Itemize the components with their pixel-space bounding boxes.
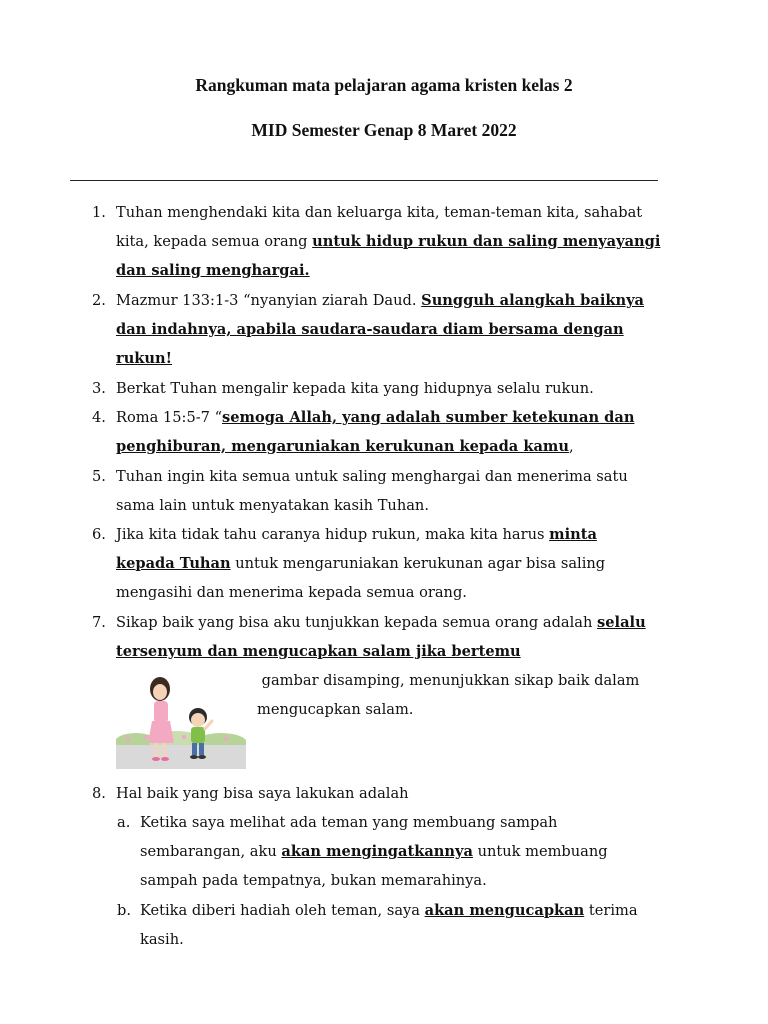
item-line: Berkat Tuhan mengalir kepada kita yang hidupnya selalu rukun. [116,380,594,397]
item-line: Tuhan menghendaki kita dan keluarga kita, teman-teman kita, sahabat [116,204,643,221]
emphasized-text: untuk hidup rukun dan saling menyayangi [312,233,661,250]
item-line [116,438,574,455]
item-line [140,843,608,860]
item-text: untuk mengaruniakan kerukunan agar bisa saling [230,555,606,572]
item-line [116,614,646,631]
item-line: sampah pada tempatnya, bukan memarahinya. [140,872,487,889]
list-number: 3. [92,380,106,397]
item-line: Tuhan ingin kita semua untuk saling menghargai dan menerima satu [116,468,628,485]
list-number: 6. [92,526,106,543]
sub-list-letter: a. [117,814,131,831]
emphasized-text: akan mengucapkan [424,902,585,919]
emphasized-text: Sungguh alangkah baiknya [421,292,645,309]
image-caption: mengucapkan salam. [257,701,414,718]
item-line [116,292,644,309]
emphasized-text: akan mengingatkannya [281,843,473,860]
item-text: kita, kepada semua orang [116,233,313,250]
emphasized-text: rukun! [116,350,173,367]
greeting-image [116,671,246,769]
item-line [116,409,634,426]
item-text: , [568,438,574,455]
item-line: sama lain untuk menyatakan kasih Tuhan. [116,497,429,514]
greeting-illustration [116,671,246,769]
item-line [116,350,172,367]
list-number: 4. [92,409,106,426]
item-line [140,902,638,919]
item-text: Sikap baik yang bisa aku tunjukkan kepada semua orang adalah [116,614,598,631]
emphasized-text: semoga Allah, yang adalah sumber ketekunan dan [222,409,635,426]
horizontal-divider [70,180,658,181]
item-line [116,526,597,543]
emphasized-text: dan saling menghargai. [116,262,310,279]
list-number: 5. [92,468,106,485]
emphasized-text: selalu [597,614,646,631]
document-subtitle: MID Semester Genap 8 Maret 2022 [251,120,517,140]
item-line: mengasihi dan menerima kepada semua orang. [116,584,467,601]
item-line [116,555,605,572]
list-number: 7. [92,614,106,631]
list-number: 8. [92,785,106,802]
item-line: Ketika saya melihat ada teman yang membuang sampah [140,814,558,831]
emphasized-text: penghiburan, mengaruniakan kerukunan kepada kamu [116,438,569,455]
item-text: untuk membuang [472,843,608,860]
item-text: terima [584,902,638,919]
item-text: sembarangan, aku [140,843,282,860]
emphasized-text: dan indahnya, apabila saudara-saudara diam bersama dengan [116,321,624,338]
document-title: Rangkuman mata pelajaran agama kristen kelas 2 [195,75,573,95]
list-number: 2. [92,292,106,309]
item-text: Jika kita tidak tahu caranya hidup rukun, maka kita harus [116,526,550,543]
item-line [116,321,624,338]
sub-list-letter: b. [117,902,131,919]
item-text: Ketika diberi hadiah oleh teman, saya [140,902,425,919]
item-text: Roma 15:5-7 “ [116,409,223,426]
image-caption: gambar disamping, menunjukkan sikap baik dalam [257,672,640,689]
list-number: 1. [92,204,106,221]
emphasized-text: tersenyum dan mengucapkan salam jika bertemu [116,643,521,660]
emphasized-text: minta [549,526,597,543]
item-text: Mazmur 133:1-3 “nyanyian ziarah Daud. [116,292,422,309]
item-line: Hal baik yang bisa saya lakukan adalah [116,785,409,802]
emphasized-text: kepada Tuhan [116,555,231,572]
item-line [116,233,660,250]
item-line: kasih. [140,931,184,948]
item-line [116,643,521,660]
item-line [116,262,310,279]
